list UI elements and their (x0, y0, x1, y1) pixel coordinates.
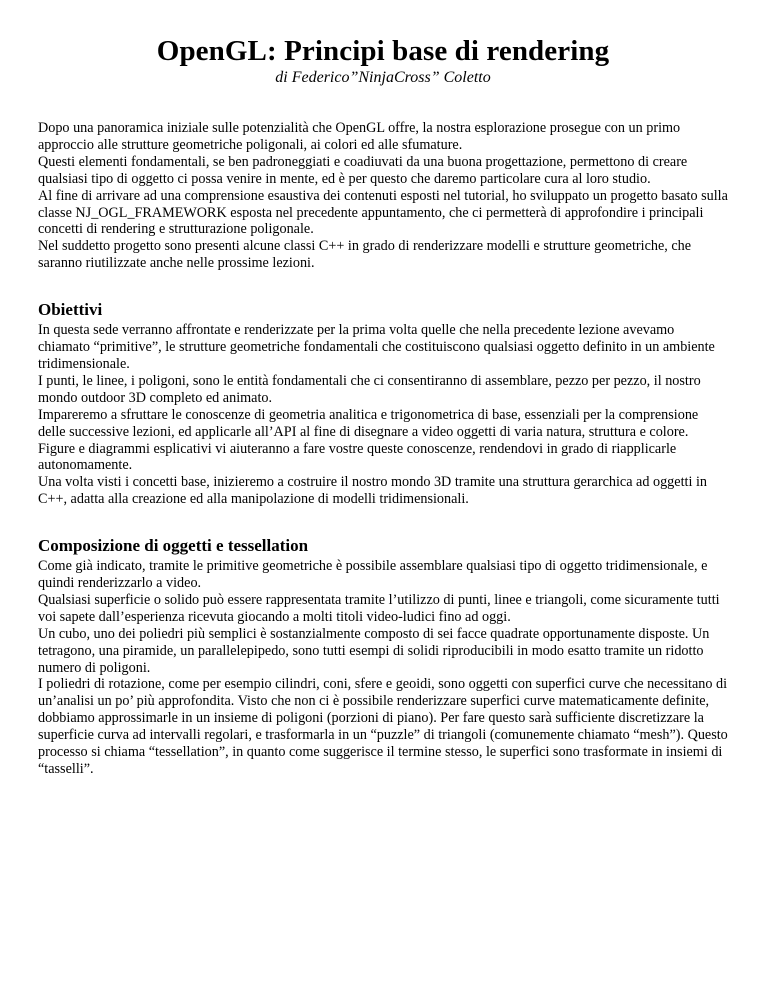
intro-section (38, 120, 728, 272)
section-paragraph: I punti, le linee, i poligoni, sono le entità fondamentali che ci consentiranno di assemblare, pezzo per pezzo, il nostro mondo outdoor 3D completo ed animato. (38, 372, 701, 406)
section-heading: Composizione di oggetti e tessellation (38, 536, 309, 556)
intro-paragraph: Al fine di arrivare ad una comprensione esaustiva dei contenuti esposti nel tutorial, ho sviluppato un progetto basato sulla classe NJ_OGL_FRAMEWORK esposta nel precedente appuntamento, che ci permetterà di approfondire i principali concetti di rendering e strutturazione poligonale. (38, 187, 728, 238)
document-title: OpenGL: Principi base di rendering (156, 35, 610, 67)
section-paragraph: Come già indicato, tramite le primitive geometriche è possibile assemblare qualsiasi tipo di oggetto tridimensionale, e quindi renderizzarlo a video. (38, 558, 708, 592)
intro-paragraph: Dopo una panoramica iniziale sulle potenzialità che OpenGL offre, la nostra esplorazione prosegue con un primo approccio alle strutture geometriche poligonali, ai colori ed alle sfumature. (38, 120, 681, 153)
section-obiettivi (38, 300, 728, 508)
section-tessellation (38, 536, 728, 778)
section-paragraph: Una volta visti i concetti base, inizieremo a costruire il nostro mondo 3D tramite una struttura gerarchica ad oggetti in C++, adatta alla creazione ed alla manipolazione di modelli tridimensionali. (38, 474, 707, 508)
section-paragraph: Figure e diagrammi esplicativi vi aiuteranno a fare vostre queste conoscenze, rendendovi in grado di riapplicarle autonomamente. (38, 440, 677, 474)
section-paragraph: Un cubo, uno dei poliedri più semplici è sostanzialmente composto di sei facce quadrate opportunamente disposte. Un tetragono, una piramide, un parallelepipedo, sono tutti esempi di solidi riproducibili in modo esatto tramite un ridotto numero di poligoni. (38, 625, 710, 676)
intro-paragraph: Nel suddetto progetto sono presenti alcune classi C++ in grado di renderizzare modelli e strutture geometriche, che saranno riutilizzate anche nelle prossime lezioni. (38, 238, 692, 272)
section-paragraph: I poliedri di rotazione, come per esempio cilindri, coni, sfere e geoidi, sono oggetti con superfici curve che necessitano di un’analisi un po’ più approfondita. Visto che non ci è possibile renderizzare superfici curve matematicamente definite, dobbiamo approssimarle in un insieme di poligoni (porzioni di piano). Per fare questo sarà sufficiente discretizzare la superficie curva ad intervalli regolari, e trasformarla in un “puzzle” di triangoli (comunemente chiamato “mesh”). Questo processo si chiama “tessellation”, in quanto come suggerisce il termine stesso, le superfici sono trasformate in insiemi di “tasselli”. (38, 676, 728, 777)
section-paragraph: Impareremo a sfruttare le conoscenze di geometria analitica e trigonometrica di base, essenziali per la comprensione delle successive lezioni, ed applicarle all’API al fine di disegnare a video oggetti di varia natura, struttura e colore. (38, 406, 699, 440)
intro-paragraph: Questi elementi fondamentali, se ben padroneggiati e coadiuvati da una buona progettazione, permettono di creare qualsiasi tipo di oggetto ci possa venire in mente, ed è per questo che daremo particolare cura al loro studio. (38, 153, 688, 187)
section-paragraph: In questa sede verranno affrontate e renderizzate per la prima volta quelle che nella precedente lezione avevamo chiamato “primitive”, le strutture geometriche fondamentali che costituiscono qualsiasi oggetto definito in un ambiente tridimensionale. (38, 322, 715, 372)
document-author: di Federico”NinjaCross” Coletto (275, 69, 491, 86)
section-heading: Obiettivi (38, 300, 103, 320)
section-paragraph: Qualsiasi superficie o solido può essere rappresentata tramite l’utilizzo di punti, linee e triangoli, come sicuramente tutti voi sapete dall’esperienza ricevuta giocando a molti titoli video-ludici fino ad oggi. (38, 591, 720, 625)
